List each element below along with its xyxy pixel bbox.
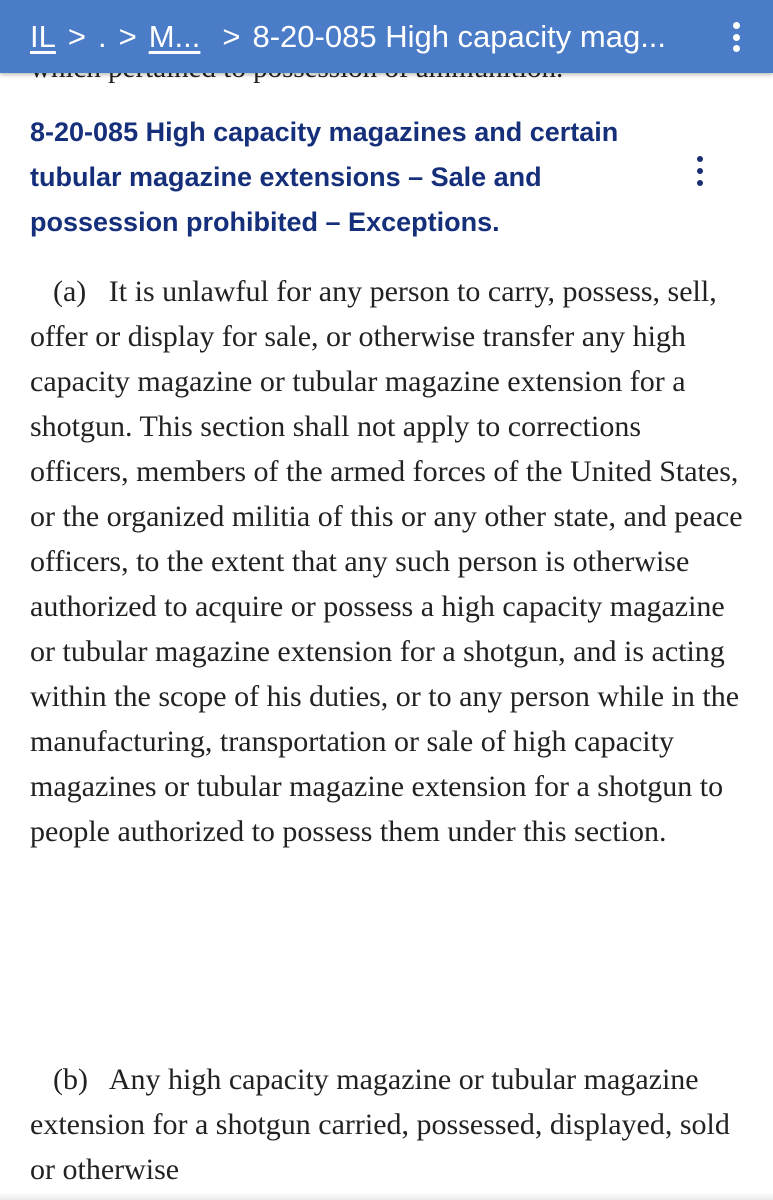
breadcrumb-item-dot[interactable]: . [97,18,107,54]
breadcrumb-item-il[interactable]: IL [30,18,56,54]
more-vert-icon[interactable] [729,22,743,52]
paragraph-label: (b) [53,1063,88,1096]
breadcrumb-separator: > [222,18,241,54]
breadcrumb-item-municipal[interactable]: M... [148,18,201,54]
breadcrumb-separator: > [67,18,86,54]
paragraph-text: It is unlawful for any person to carry, possess, sell, offer or display for sale, or otherwise transfer any high capacity magazine or tubular magazine extension for a shotgun. This section shall not apply to corrections officers, members of the armed forces of the United States, or the organized militia of this or any other state, and peace officers, to the extent that any such person is otherwise authorized to acquire or possess a high capacity magazine or tubular magazine extension for a shotgun, and is acting within the scope of his duties, or to any person while in the manufacturing, transportation or sale of high capacity magazines or tubular magazine extension for a shotgun to people authorized to possess them under this section. [30,275,743,848]
section-menu-icon[interactable] [693,156,707,186]
paragraph-text: Any high capacity magazine or tubular magazine extension for a shotgun carried, possessed, displayed, sold or otherwise [30,1063,730,1186]
paragraph-b [30,1057,745,1192]
icon-dot [733,34,740,41]
app-bar [0,0,773,73]
paragraph-a [30,269,745,854]
icon-dot [697,168,703,174]
section-heading: 8-20-085 High capacity magazines and certain tubular magazine extensions – Sale and possession prohibited – Exceptions. [30,117,619,237]
breadcrumb-separator: > [118,18,137,54]
scroll-edge-shadow [0,1192,773,1200]
breadcrumb [30,0,666,73]
icon-dot [697,180,703,186]
icon-dot [697,156,703,162]
icon-dot [733,22,740,29]
breadcrumb-current: 8-20-085 High capacity mag... [252,18,667,54]
icon-dot [733,45,740,52]
paragraph-label: (a) [53,275,87,308]
